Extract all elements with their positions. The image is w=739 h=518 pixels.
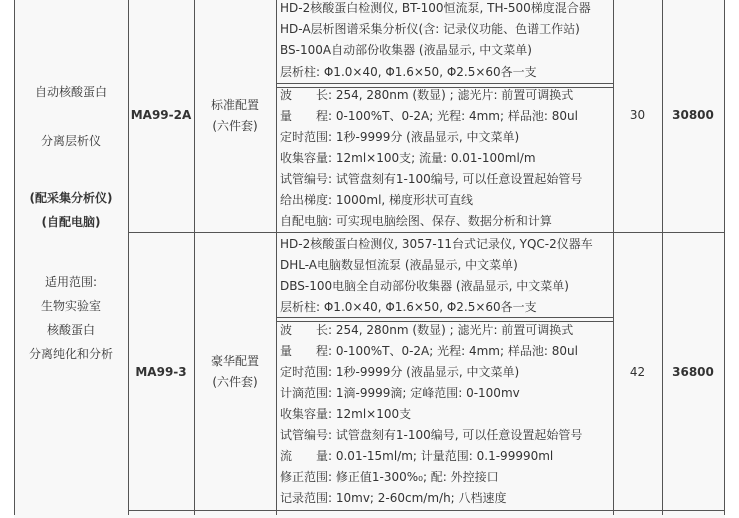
- qty-cell: 42: [629, 365, 646, 379]
- spec-line: 收集容量: 12ml×100支; 流量: 0.01-100ml/m: [280, 151, 536, 165]
- grid-line: [128, 510, 725, 511]
- scope-title: 适用范围:: [44, 275, 98, 289]
- config-cell: 豪华配置: [210, 354, 259, 368]
- spec-line: 试管编号: 试管盘刻有1-100编号, 可以任意设置起始管号: [280, 428, 583, 442]
- spec-line: 波 长: 254, 280nm (数显) ; 滤光片: 前置可调换式: [280, 88, 574, 102]
- spec-line: 收集容量: 12ml×100支: [280, 407, 412, 421]
- component-line: DHL-A电脑数显恒流泵 (液晶显示, 中文菜单): [280, 258, 518, 272]
- category-option-line1: (配采集分析仪): [29, 191, 113, 205]
- spec-line: 自配电脑: 可实现电脑绘图、保存、数据分析和计算: [280, 214, 552, 228]
- grid-line: [613, 0, 614, 515]
- spec-line: 记录范围: 10mv; 2-60cm/m/h; 八档速度: [280, 491, 507, 505]
- spec-line: 定时范围: 1秒-9999分 (液晶显示, 中文菜单): [280, 130, 520, 144]
- grid-line: [724, 0, 725, 515]
- component-line: 层析柱: Φ1.0×40, Φ1.6×50, Φ2.5×60各一支: [280, 65, 537, 79]
- grid-line: [662, 0, 663, 515]
- model-cell: MA99-3: [135, 365, 187, 379]
- grid-line: [276, 0, 277, 515]
- grid-line: [194, 0, 195, 515]
- config-sub-cell: (六件套): [212, 119, 258, 133]
- model-cell: MA99-2A: [130, 108, 192, 122]
- category-name-line2: 分离层析仪: [40, 134, 101, 148]
- component-line: HD-A层析图谱采集分析仪(含: 记录仪功能、色谱工作站): [280, 22, 580, 36]
- spec-line: 计滴范围: 1滴-9999滴; 定峰范围: 0-100mv: [280, 386, 520, 400]
- category-option-line2: (自配电脑): [41, 215, 101, 229]
- config-sub-cell: (六件套): [212, 375, 258, 389]
- grid-line: [14, 0, 15, 515]
- component-line: BS-100A自动部份收集器 (液晶显示, 中文菜单): [280, 43, 532, 57]
- config-cell: 标准配置: [210, 98, 259, 112]
- component-line: HD-2核酸蛋白检测仪, BT-100恒流泵, TH-500梯度混合器: [280, 1, 591, 15]
- component-line: HD-2核酸蛋白检测仪, 3057-11台式记录仪, YQC-2仪器车: [280, 237, 593, 251]
- spec-line: 流 量: 0.01-15ml/m; 计量范围: 0.1-99990ml: [280, 449, 554, 463]
- spec-line: 给出梯度: 1000ml, 梯度形状可直线: [280, 193, 474, 207]
- scope-line1: 生物实验室: [40, 299, 101, 313]
- component-line: 层析柱: Φ1.0×40, Φ1.6×50, Φ2.5×60各一支: [280, 300, 537, 314]
- scope-line2: 核酸蛋白: [46, 323, 95, 337]
- scope-line3: 分离纯化和分析: [28, 347, 113, 361]
- price-cell: 30800: [672, 108, 714, 122]
- spec-line: 量 程: 0-100%T、0-2A; 光程: 4mm; 样品池: 80ul: [280, 109, 578, 123]
- spec-line: 量 程: 0-100%T、0-2A; 光程: 4mm; 样品池: 80ul: [280, 344, 578, 358]
- spec-line: 波 长: 254, 280nm (数显) ; 滤光片: 前置可调换式: [280, 323, 574, 337]
- spec-line: 试管编号: 试管盘刻有1-100编号, 可以任意设置起始管号: [280, 172, 583, 186]
- grid-line: [128, 232, 725, 233]
- grid-line: [128, 0, 129, 515]
- spec-line: 定时范围: 1秒-9999分 (液晶显示, 中文菜单): [280, 365, 520, 379]
- component-line: DBS-100电脑全自动部份收集器 (液晶显示, 中文菜单): [280, 279, 569, 293]
- price-cell: 36800: [672, 365, 714, 379]
- spec-line: 修正范围: 修正值1-300%₀; 配: 外控接口: [280, 470, 499, 484]
- qty-cell: 30: [629, 108, 646, 122]
- category-name-line1: 自动核酸蛋白: [34, 85, 107, 99]
- grid-line: [277, 83, 614, 84]
